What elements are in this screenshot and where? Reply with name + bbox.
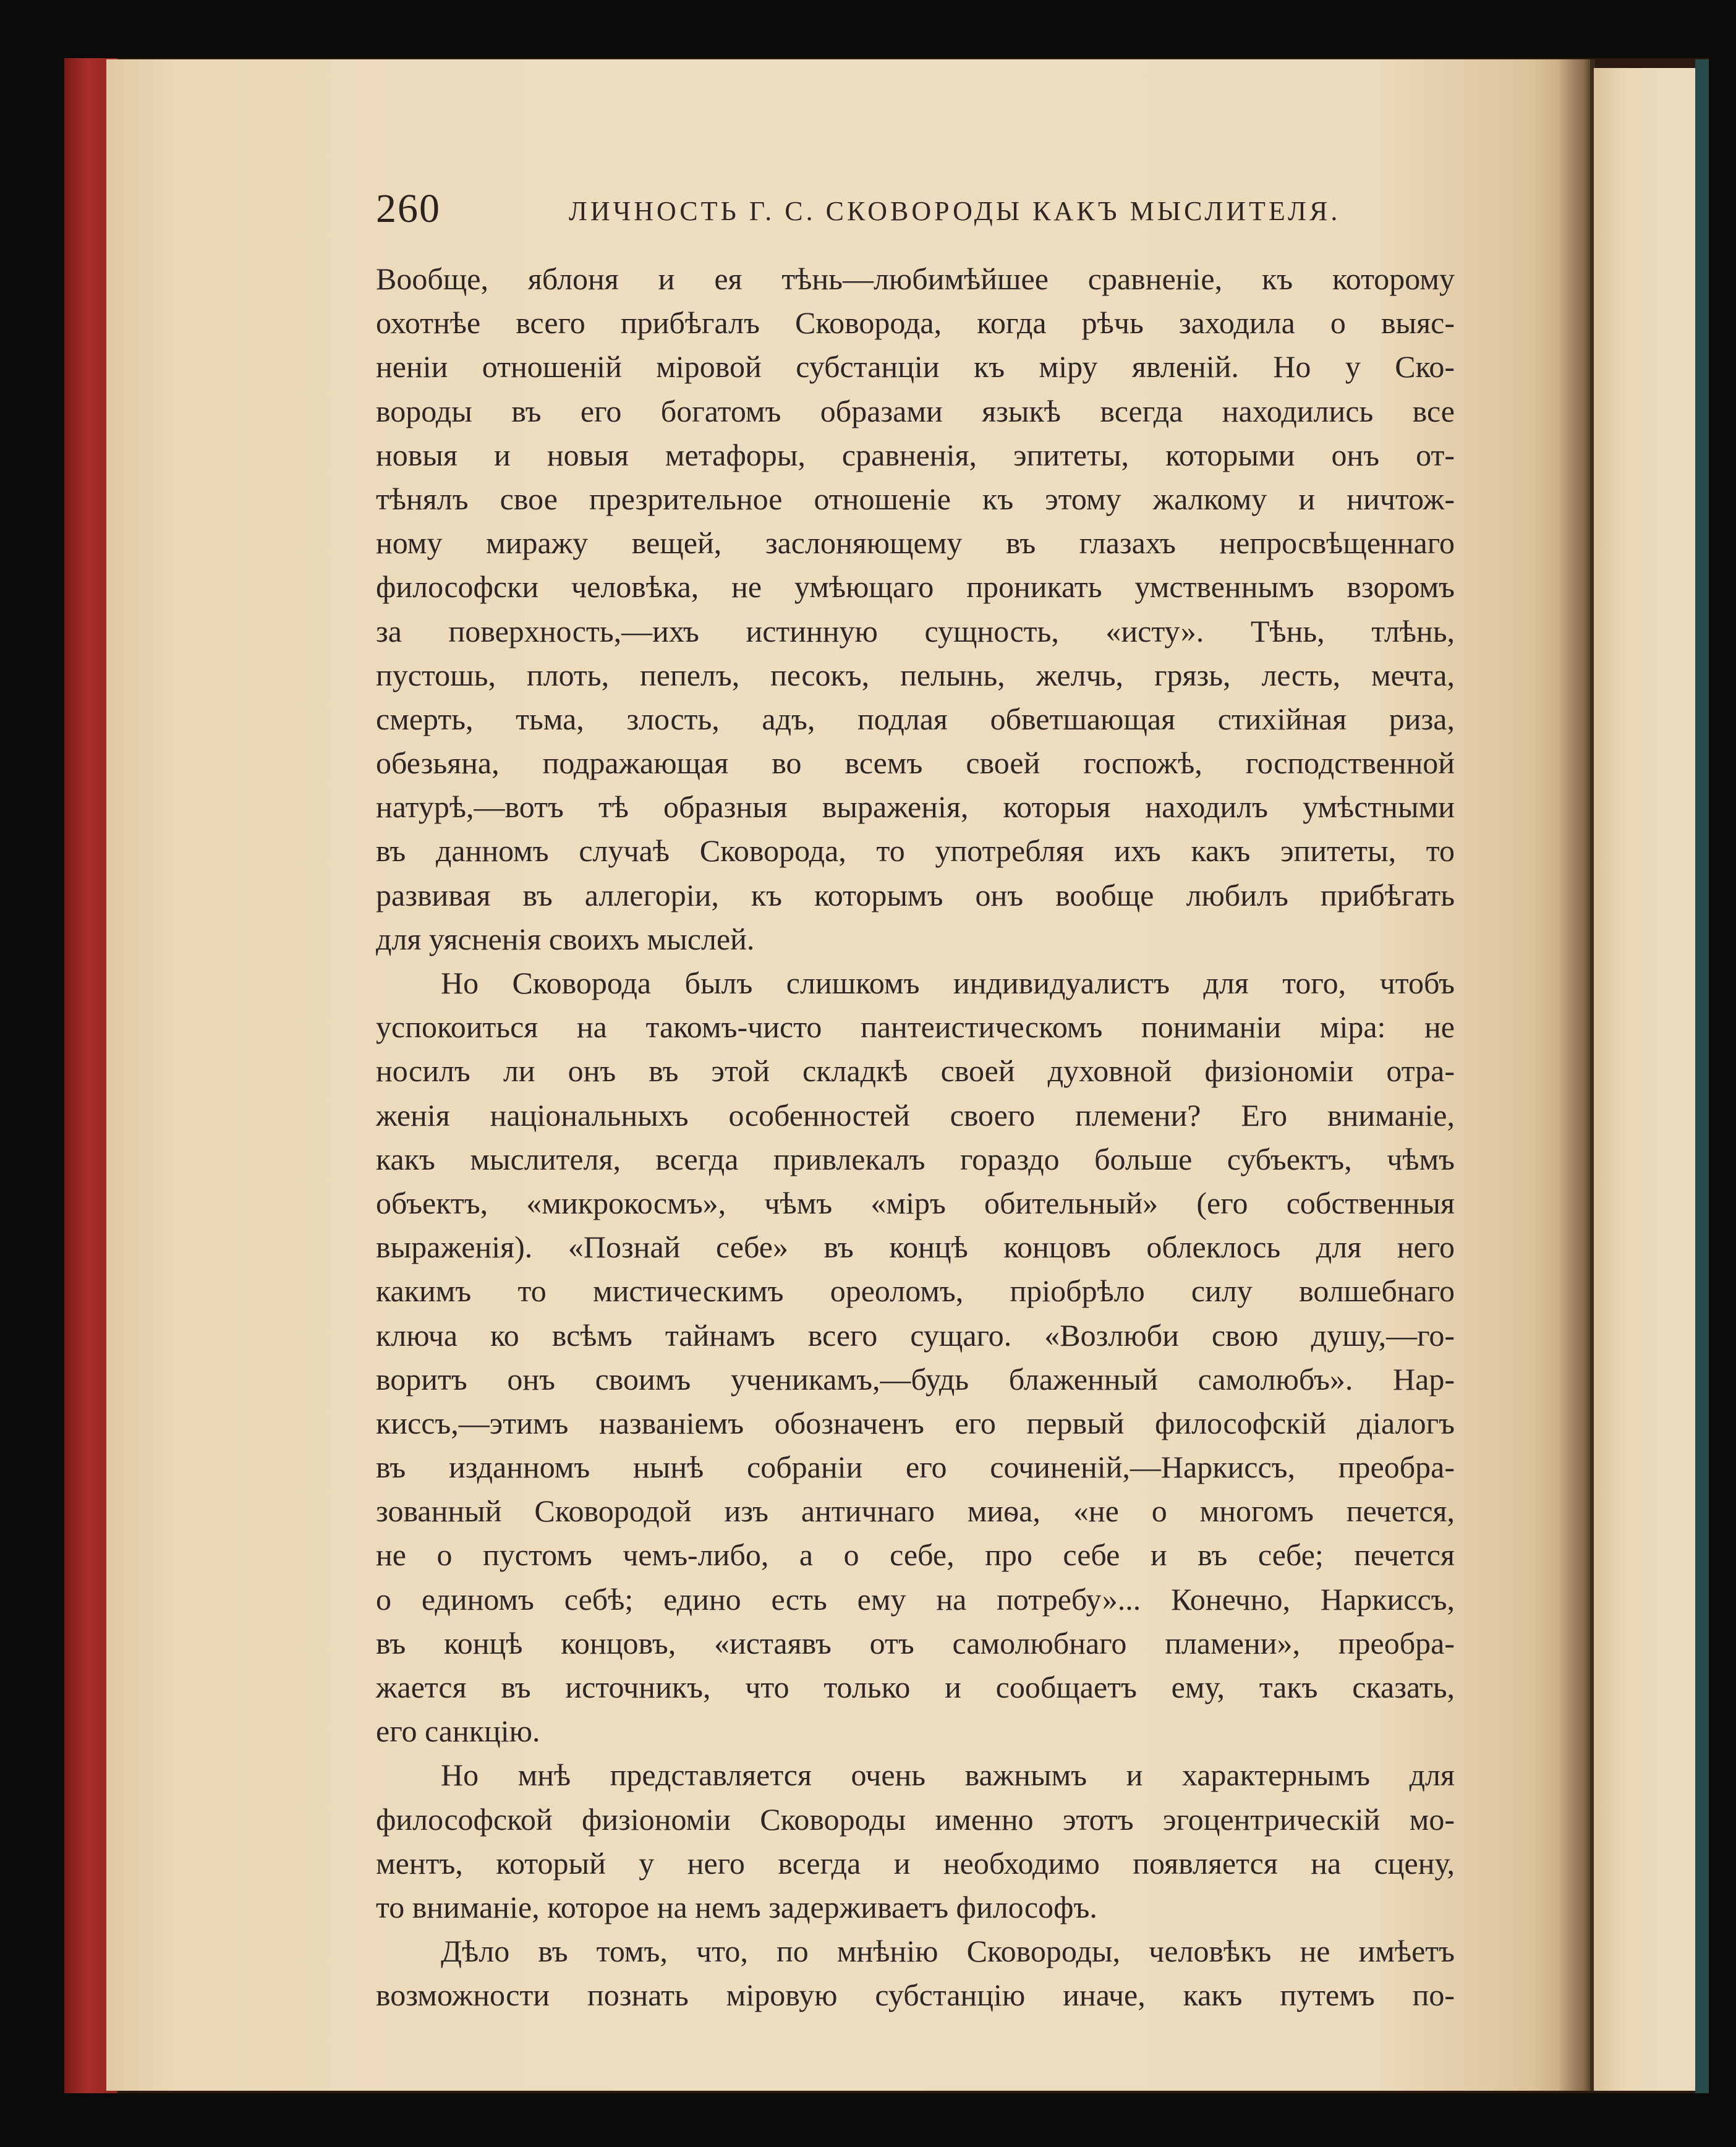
text-line: воритъ онъ своимъ ученикамъ,—будь блаженный самолюбъ». Нар- <box>376 1361 1455 1397</box>
text-line: обезьяна, подражающая во всемъ своей госпожѣ, господственной <box>376 746 1455 781</box>
page-header <box>376 185 1455 235</box>
text-line: какимъ то мистическимъ ореоломъ, пріобрѣло силу волшебнаго <box>376 1273 1455 1309</box>
book-gutter <box>1558 59 1595 2091</box>
text-line: какъ мыслителя, всегда привлекалъ гораздо больше субъектъ, чѣмъ <box>376 1141 1455 1176</box>
text-line: новыя и новыя метафоры, сравненія, эпитеты, которыми онъ от- <box>376 437 1455 472</box>
paragraph-start-line: Дѣло въ томъ, что, по мнѣнію Сковороды, человѣкъ не имѣетъ <box>441 1934 1455 1969</box>
body-text <box>376 257 1455 2018</box>
text-line: объектъ, «микрокосмъ», чѣмъ «міръ обительный» (его собственныя <box>376 1185 1455 1220</box>
paragraph-start-line: Но Сковорода былъ слишкомъ индивидуалистъ для того, чтобъ <box>441 966 1455 1000</box>
text-line: носилъ ли онъ въ этой складкѣ своей духовной физіономіи отра- <box>376 1053 1455 1089</box>
text-line: выраженія). «Познай себе» въ концѣ концовъ облеклось для него <box>376 1230 1455 1265</box>
text-line: возможности познать міровую субстанцію иначе, какъ путемъ по- <box>376 1978 1455 2013</box>
text-line: въ данномъ случаѣ Сковорода, то употребляя ихъ какъ эпитеты, то <box>376 833 1455 869</box>
text-line: философски человѣка, не умѣющаго проникать умственнымъ взоромъ <box>376 569 1455 605</box>
text-line: жается въ источникъ, что только и сообщаетъ ему, такъ сказать, <box>376 1670 1455 1704</box>
paragraph-start-line: Но мнѣ представляется очень важнымъ и характернымъ для <box>441 1758 1455 1793</box>
page-number: 260 <box>376 186 441 231</box>
green-cover-edge <box>1695 59 1709 2093</box>
running-head: ЛИЧНОСТЬ Г. С. СКОВОРОДЫ КАКЪ МЫСЛИТЕЛЯ. <box>569 196 1341 226</box>
text-line: охотнѣе всего прибѣгалъ Сковорода, когда рѣчь заходила о выяс- <box>376 305 1455 341</box>
text-line: не о пустомъ чемъ-либо, а о себе, про себе и въ себе; печется <box>376 1537 1455 1573</box>
text-line: Вообще, яблоня и ея тѣнь—любимѣйшее сравненіе, къ которому <box>376 261 1455 296</box>
text-line: успокоиться на такомъ-чисто пантеистическомъ пониманіи міра: не <box>376 1010 1455 1045</box>
text-line: въ концѣ концовъ, «истаявъ отъ самолюбнаго пламени», преобра- <box>376 1625 1455 1660</box>
text-line: киссъ,—этимъ названіемъ обозначенъ его первый философскій діалогъ <box>376 1405 1455 1440</box>
text-line: ключа ко всѣмъ тайнамъ всего сущаго. «Возлюби свою душу,—го- <box>376 1317 1455 1353</box>
text-line: зованный Сковородой изъ античнаго миѳа, «не о многомъ печется, <box>376 1494 1455 1529</box>
text-line: натурѣ,—вотъ тѣ образныя выраженія, которыя находилъ умѣстными <box>376 789 1455 825</box>
text-line: смерть, тьма, злость, адъ, подлая обветшающая стихійная риза, <box>376 701 1455 736</box>
text-line: для уясненія своихъ мыслей. <box>376 921 755 956</box>
text-line: ному миражу вещей, заслоняющему въ глазахъ непросвѣщеннаго <box>376 525 1455 561</box>
text-line: ментъ, который у него всегда и необходимо появляется на сцену, <box>376 1845 1455 1881</box>
text-line: за поверхность,—ихъ истинную сущность, «исту». Тѣнь, тлѣнь, <box>376 613 1455 648</box>
text-line: неніи отношеній міровой субстанціи къ міру явленій. Но у Ско- <box>376 349 1455 385</box>
text-line: тѣнялъ свое презрительное отношеніе къ этому жалкому и ничтож- <box>376 481 1455 516</box>
text-line: пустошь, плоть, пепелъ, песокъ, пелынь, желчь, грязь, лесть, мечта, <box>376 657 1455 692</box>
text-line: вороды въ его богатомъ образами языкѣ всегда находились все <box>376 393 1455 428</box>
text-line: его санкцію. <box>376 1714 540 1749</box>
text-line: о единомъ себѣ; едино есть ему на потребу»... Конечно, Наркиссъ, <box>376 1581 1455 1617</box>
text-line: развивая въ аллегоріи, къ которымъ онъ вообще любилъ прибѣгать <box>376 877 1455 912</box>
text-line: въ изданномъ нынѣ собраніи его сочиненій,—Наркиссъ, преобра- <box>376 1450 1455 1485</box>
text-line: философской физіономіи Сковороды именно этотъ эгоцентрическій мо- <box>376 1801 1455 1837</box>
text-line: женія національныхъ особенностей своего племени? Его вниманіе, <box>376 1097 1455 1133</box>
text-line: то вниманіе, которое на немъ задерживаетъ философъ. <box>376 1889 1097 1924</box>
right-page-edge <box>1594 68 1705 2091</box>
